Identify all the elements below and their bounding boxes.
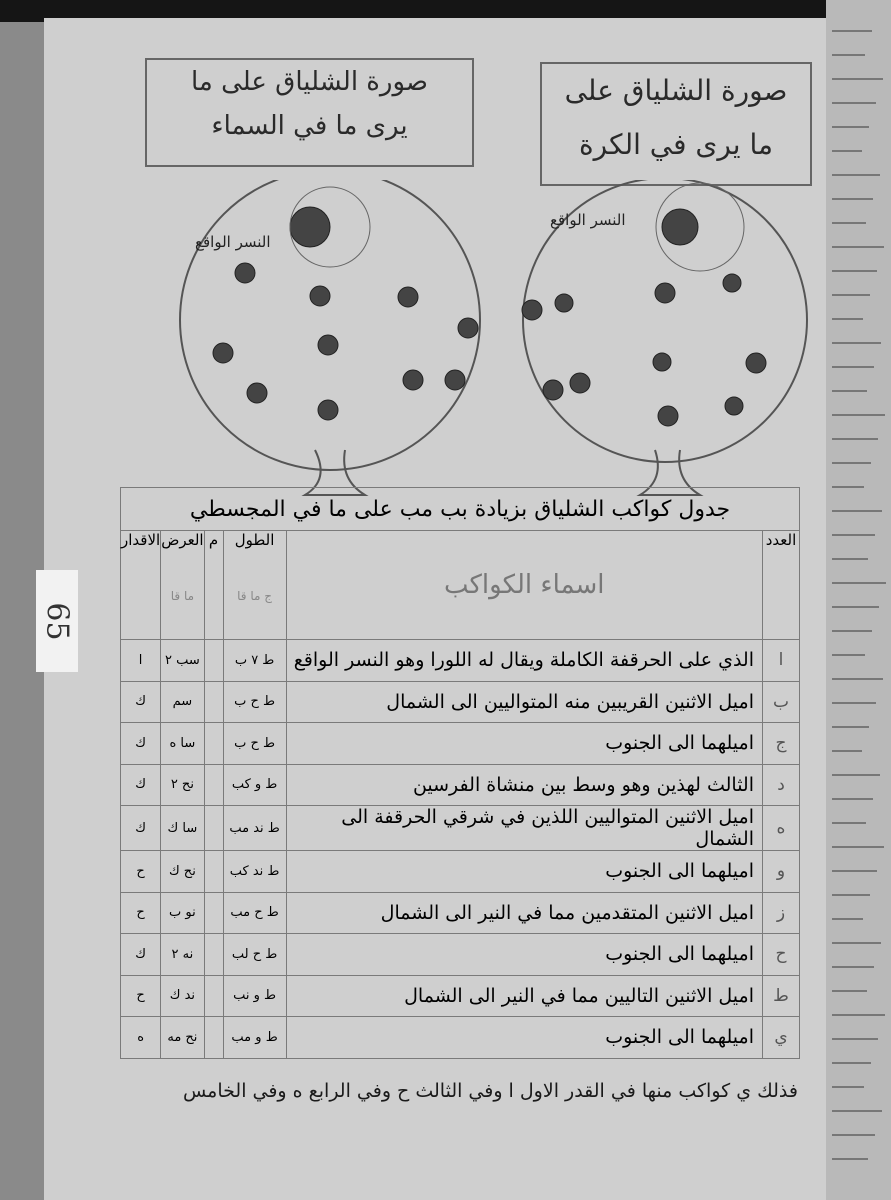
star-dot [662, 209, 698, 245]
adjacent-text-line [832, 582, 886, 584]
cell-num: ح [763, 934, 800, 976]
header-number: العدد [763, 531, 800, 640]
cell-direction [204, 723, 223, 765]
adjacent-text-line [832, 1110, 882, 1112]
star-dot [723, 274, 741, 292]
adjacent-text-line [832, 630, 872, 632]
adjacent-text-line [832, 1038, 878, 1040]
adjacent-text-line [832, 702, 876, 704]
star-dot [310, 286, 330, 306]
cell-mag: ك [121, 681, 161, 723]
cell-lat: نه ٢ [161, 934, 204, 976]
table-row [121, 640, 800, 682]
cell-lon: ط ند كب [223, 851, 286, 893]
adjacent-text-line [832, 1158, 868, 1160]
adjacent-text-line [832, 30, 872, 32]
table-row [121, 975, 800, 1017]
star-dot [235, 263, 255, 283]
star-dot [403, 370, 423, 390]
adjacent-text-line [832, 534, 875, 536]
adjacent-text-line [832, 222, 866, 224]
cell-direction [204, 934, 223, 976]
cell-direction [204, 764, 223, 806]
cell-direction [204, 975, 223, 1017]
cell-name: اميلهما الى الجنوب [286, 934, 762, 976]
table-row [121, 851, 800, 893]
adjacent-text-line [832, 246, 884, 248]
adjacent-text-line [832, 510, 882, 512]
adjacent-text-line [832, 1134, 875, 1136]
table-row [121, 723, 800, 765]
folio-number-label [36, 570, 78, 672]
adjacent-text-line [832, 1014, 885, 1016]
adjacent-text-line [832, 606, 879, 608]
cell-lon: ط ٧ ب [223, 640, 286, 682]
adjacent-text-line [832, 318, 863, 320]
star-dot [445, 370, 465, 390]
star-dot [213, 343, 233, 363]
cell-lon: ط و مب [223, 1017, 286, 1059]
header-names: اسماء الكواكب [286, 531, 762, 640]
title-line: صورة الشلياق على ما [190, 67, 428, 97]
adjacent-text-line [832, 390, 867, 392]
star-dot [653, 353, 671, 371]
cell-num: ا [763, 640, 800, 682]
cell-lat: نو ب [161, 892, 204, 934]
table-row [121, 934, 800, 976]
cell-lat: نح ٢ [161, 764, 204, 806]
table-row [121, 1017, 800, 1059]
cell-name: الذي على الحرقفة الكاملة ويقال له اللورا وهو النسر الواقع [286, 640, 762, 682]
adjacent-text-line [832, 1086, 864, 1088]
cell-direction [204, 892, 223, 934]
cell-lat: سا ه [161, 723, 204, 765]
cell-mag: ه [121, 1017, 161, 1059]
adjacent-text-line [832, 870, 877, 872]
adjacent-text-line [832, 102, 876, 104]
cell-mag: ح [121, 892, 161, 934]
adjacent-text-line [832, 822, 866, 824]
cell-lon: ط ح لب [223, 934, 286, 976]
cell-lon: ط ح ب [223, 723, 286, 765]
cell-name: اميلهما الى الجنوب [286, 723, 762, 765]
table-row [121, 806, 800, 851]
cell-direction [204, 640, 223, 682]
header-direction: م [204, 531, 223, 640]
title-line: صورة الشلياق على [564, 74, 788, 107]
adjacent-text-line [832, 462, 871, 464]
cell-num: ي [763, 1017, 800, 1059]
adjacent-text-line [832, 486, 864, 488]
adjacent-text-line [832, 966, 874, 968]
title-line: ما يرى في الكرة [578, 128, 773, 161]
cell-lon: ط و كب [223, 764, 286, 806]
cell-lat: سم [161, 681, 204, 723]
star-dot [570, 373, 590, 393]
star-table [120, 487, 800, 1059]
header-latitude-sub: ما قا [170, 589, 195, 603]
star-dot [398, 287, 418, 307]
cell-name: اميلهما الى الجنوب [286, 851, 762, 893]
header-latitude [161, 531, 204, 640]
star-dot [318, 400, 338, 420]
star-dot [746, 353, 766, 373]
star-dot [247, 383, 267, 403]
adjacent-text-line [832, 150, 862, 152]
cell-name: الثالث لهذين وهو وسط بين منشاة الفرسين [286, 764, 762, 806]
adjacent-text-line [832, 54, 865, 56]
cell-direction [204, 1017, 223, 1059]
header-longitude-label: الطول [234, 531, 275, 549]
cell-mag: ك [121, 723, 161, 765]
cell-mag: ا [121, 640, 161, 682]
adjacent-text-line [832, 174, 880, 176]
cell-name: اميل الاثنين التاليين مما في النير الى الشمال [286, 975, 762, 1017]
constellation-figures [160, 180, 820, 500]
star-dot [318, 335, 338, 355]
title-box-right [540, 62, 812, 186]
adjacent-text-line [832, 126, 869, 128]
title-line: يرى ما في السماء [211, 111, 408, 141]
cell-mag: ح [121, 975, 161, 1017]
cell-lon: ط ند مب [223, 806, 286, 851]
star-dot [458, 318, 478, 338]
star-dot [543, 380, 563, 400]
adjacent-text-line [832, 414, 885, 416]
adjacent-text-line [832, 438, 878, 440]
adjacent-text-line [832, 558, 868, 560]
cell-direction [204, 851, 223, 893]
cell-lon: ط و نب [223, 975, 286, 1017]
adjacent-text-line [832, 366, 874, 368]
star-dot [725, 397, 743, 415]
header-longitude [223, 531, 286, 640]
folio-number: 65 [39, 601, 75, 641]
adjacent-text-line [832, 78, 883, 80]
adjacent-text-line [832, 918, 863, 920]
table-row [121, 681, 800, 723]
adjacent-text-line [832, 726, 869, 728]
cell-num: ه [763, 806, 800, 851]
star-dot [522, 300, 542, 320]
cell-name: اميلهما الى الجنوب [286, 1017, 762, 1059]
adjacent-text-line [832, 270, 877, 272]
cell-mag: ك [121, 764, 161, 806]
header-longitude-sub: ج ما قا [237, 589, 272, 603]
cell-lat: نح مه [161, 1017, 204, 1059]
adjacent-text-line [832, 342, 881, 344]
cell-mag: ك [121, 806, 161, 851]
cell-direction [204, 681, 223, 723]
adjacent-text-line [832, 798, 873, 800]
star-dot [655, 283, 675, 303]
adjacent-text-line [832, 990, 867, 992]
table-footer-note: فذلك ي كواكب منها في القدر الاول ا وفي الثالث ح وفي الرابع ه وفي الخامس [182, 1080, 798, 1102]
adjacent-text-line [832, 750, 862, 752]
cell-mag: ك [121, 934, 161, 976]
cell-mag: ح [121, 851, 161, 893]
star-label-right: النسر الواقع [550, 211, 626, 229]
adjacent-text-line [832, 894, 870, 896]
cell-num: ط [763, 975, 800, 1017]
cell-lat: سب ٢ [161, 640, 204, 682]
adjacent-text-line [832, 654, 865, 656]
table-row [121, 892, 800, 934]
cell-name: اميل الاثنين المتواليين اللذين في شرقي الحرقفة الى الشمال [286, 806, 762, 851]
cell-name: اميل الاثنين المتقدمين مما في النير الى الشمال [286, 892, 762, 934]
cell-lon: ط ح مب [223, 892, 286, 934]
adjacent-text-line [832, 198, 873, 200]
cell-num: و [763, 851, 800, 893]
adjacent-text-line [832, 1062, 871, 1064]
table-title: جدول كواكب الشلياق بزيادة بب مب على ما في المجسطي [121, 488, 800, 531]
header-magnitude: الاقدار [121, 531, 161, 640]
adjacent-text-line [832, 294, 870, 296]
star-dot [658, 406, 678, 426]
adjacent-text-line [832, 846, 884, 848]
cell-num: ز [763, 892, 800, 934]
adjacent-page-right [826, 0, 891, 1200]
adjacent-text-line [832, 774, 880, 776]
cell-lat: نح ك [161, 851, 204, 893]
cell-num: د [763, 764, 800, 806]
star-label-left: النسر الواقع [195, 233, 271, 251]
cell-name: اميل الاثنين القريبين منه المتواليين الى الشمال [286, 681, 762, 723]
cell-direction [204, 806, 223, 851]
header-latitude-label: العرض [161, 531, 204, 549]
cell-num: ب [763, 681, 800, 723]
cell-num: ج [763, 723, 800, 765]
adjacent-text-line [832, 942, 881, 944]
cell-lat: ند ك [161, 975, 204, 1017]
star-dot [555, 294, 573, 312]
adjacent-text-line [832, 678, 883, 680]
star-dot [290, 207, 330, 247]
table-row [121, 764, 800, 806]
cell-lon: ط ح ب [223, 681, 286, 723]
cell-lat: سا ك [161, 806, 204, 851]
title-box-left [145, 58, 474, 167]
